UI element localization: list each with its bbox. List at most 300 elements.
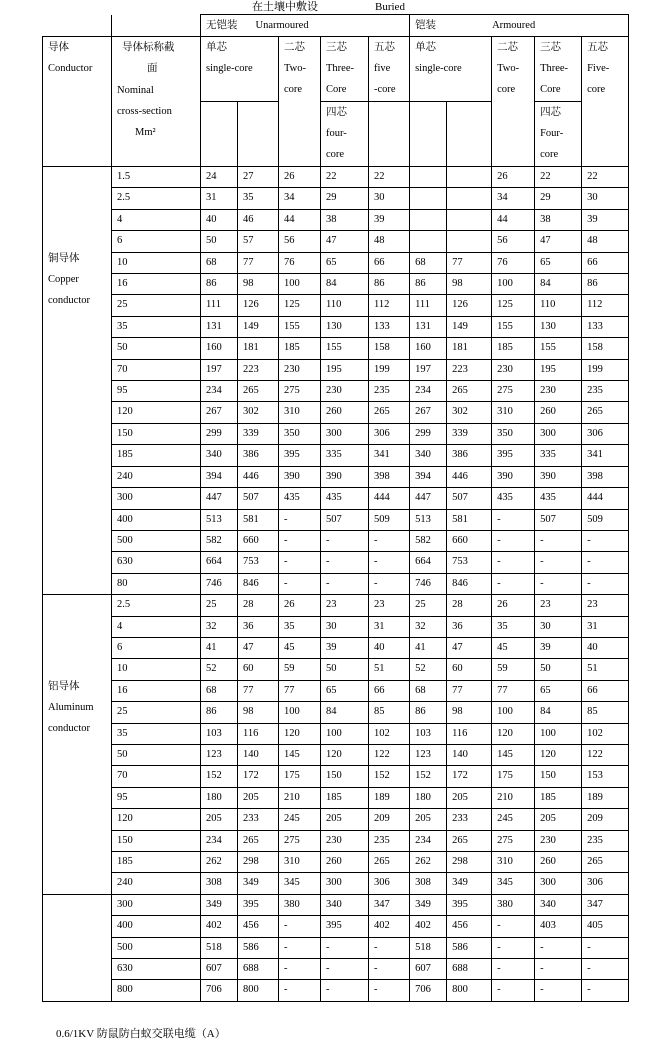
section-cell: 35	[112, 316, 201, 337]
value-cell: 230	[535, 381, 582, 402]
value-cell: 52	[410, 659, 447, 680]
ampacity-table	[42, 14, 629, 1002]
value-cell: 39	[369, 209, 410, 230]
value-cell: 350	[279, 423, 321, 444]
value-cell: 199	[369, 359, 410, 380]
value-cell: 444	[582, 488, 629, 509]
value-cell: 66	[582, 680, 629, 701]
section-header: 导体标称截 面 Nominal cross-section Mm²	[112, 37, 201, 167]
value-cell: 155	[279, 316, 321, 337]
value-cell	[410, 209, 447, 230]
table-row	[43, 530, 629, 551]
value-cell: 110	[321, 295, 369, 316]
value-cell: 275	[279, 381, 321, 402]
value-cell: 308	[201, 873, 238, 894]
value-cell: 68	[410, 252, 447, 273]
value-cell: 45	[279, 637, 321, 658]
value-cell: -	[535, 573, 582, 594]
value-cell: 746	[410, 573, 447, 594]
value-cell: 181	[238, 338, 279, 359]
value-cell: 28	[238, 595, 279, 616]
value-cell: 390	[321, 466, 369, 487]
value-cell: -	[279, 530, 321, 551]
value-cell: 86	[410, 702, 447, 723]
value-cell: 265	[369, 852, 410, 873]
value-cell: 31	[201, 188, 238, 209]
five-core-header: 五芯 five -core	[369, 37, 410, 102]
value-cell: 112	[369, 295, 410, 316]
value-cell: 581	[238, 509, 279, 530]
table-row	[43, 702, 629, 723]
table-row	[43, 188, 629, 209]
value-cell: 100	[279, 702, 321, 723]
value-cell: -	[321, 530, 369, 551]
value-cell: 398	[582, 466, 629, 487]
value-cell: 59	[492, 659, 535, 680]
value-cell: 145	[279, 744, 321, 765]
value-cell: 125	[492, 295, 535, 316]
header-row-2	[43, 37, 629, 102]
value-cell: 275	[279, 830, 321, 851]
value-cell: 24	[201, 167, 238, 188]
value-cell: 746	[201, 573, 238, 594]
table-row	[43, 959, 629, 980]
value-cell: 175	[492, 766, 535, 787]
value-cell: 386	[238, 445, 279, 466]
value-cell: 310	[279, 402, 321, 423]
armoured-four-core-header: 四芯 Four- core	[535, 102, 582, 167]
value-cell: 103	[201, 723, 238, 744]
value-cell: 57	[238, 231, 279, 252]
value-cell: 235	[582, 381, 629, 402]
value-cell: 306	[369, 873, 410, 894]
table-row	[43, 274, 629, 295]
value-cell: 607	[201, 959, 238, 980]
value-cell: 234	[201, 830, 238, 851]
section-cell: 500	[112, 937, 201, 958]
value-cell: 402	[369, 916, 410, 937]
value-cell: -	[582, 530, 629, 551]
value-cell: 32	[201, 616, 238, 637]
value-cell: 235	[369, 381, 410, 402]
value-cell: 435	[321, 488, 369, 509]
value-cell: 509	[582, 509, 629, 530]
value-cell: 30	[582, 188, 629, 209]
value-cell: 275	[492, 381, 535, 402]
value-cell	[410, 167, 447, 188]
value-cell: 339	[238, 423, 279, 444]
value-cell: 347	[582, 894, 629, 915]
value-cell: 152	[410, 766, 447, 787]
value-cell: 125	[279, 295, 321, 316]
table-row	[43, 809, 629, 830]
value-cell: 185	[535, 787, 582, 808]
value-cell: 39	[321, 637, 369, 658]
value-cell: 149	[238, 316, 279, 337]
section-cell: 10	[112, 659, 201, 680]
value-cell: 39	[535, 637, 582, 658]
page-title	[0, 0, 670, 14]
section-cell: 6	[112, 637, 201, 658]
value-cell: 180	[201, 787, 238, 808]
two-core-header: 二芯 Two- core	[279, 37, 321, 167]
value-cell: 265	[369, 402, 410, 423]
value-cell: 120	[321, 744, 369, 765]
section-cell: 50	[112, 338, 201, 359]
header-row-1	[43, 15, 629, 37]
value-cell: 152	[369, 766, 410, 787]
value-cell: 22	[582, 167, 629, 188]
value-cell: 41	[201, 637, 238, 658]
value-cell: 395	[238, 894, 279, 915]
value-cell: 158	[369, 338, 410, 359]
value-cell: -	[279, 959, 321, 980]
value-cell: 205	[238, 787, 279, 808]
table-row	[43, 445, 629, 466]
section-cell: 800	[112, 980, 201, 1001]
value-cell: 234	[201, 381, 238, 402]
value-cell: 123	[410, 744, 447, 765]
value-cell: -	[582, 959, 629, 980]
value-cell: 444	[369, 488, 410, 509]
value-cell: 51	[582, 659, 629, 680]
value-cell: 65	[321, 680, 369, 701]
value-cell: 38	[535, 209, 582, 230]
table-row	[43, 316, 629, 337]
value-cell: -	[492, 916, 535, 937]
value-cell: 29	[321, 188, 369, 209]
value-cell: 181	[447, 338, 492, 359]
value-cell: 394	[410, 466, 447, 487]
value-cell: 98	[447, 702, 492, 723]
value-cell: 265	[447, 381, 492, 402]
value-cell: 302	[238, 402, 279, 423]
value-cell: 403	[535, 916, 582, 937]
value-cell: 39	[582, 209, 629, 230]
table-row	[43, 744, 629, 765]
value-cell: 100	[279, 274, 321, 295]
value-cell: 189	[369, 787, 410, 808]
value-cell: 150	[321, 766, 369, 787]
value-cell: 230	[492, 359, 535, 380]
value-cell: 395	[279, 445, 321, 466]
value-cell: 28	[447, 595, 492, 616]
value-cell: 133	[582, 316, 629, 337]
value-cell: 230	[321, 830, 369, 851]
aluminum-conductor-continued	[43, 894, 112, 1001]
table-row	[43, 252, 629, 273]
value-cell: 103	[410, 723, 447, 744]
value-cell: 112	[582, 295, 629, 316]
value-cell: 86	[369, 274, 410, 295]
value-cell: -	[279, 916, 321, 937]
section-cell: 120	[112, 402, 201, 423]
value-cell: 340	[410, 445, 447, 466]
value-cell: 345	[492, 873, 535, 894]
value-cell: 394	[201, 466, 238, 487]
value-cell: 267	[201, 402, 238, 423]
value-cell: 507	[238, 488, 279, 509]
value-cell: -	[492, 573, 535, 594]
value-cell: 380	[492, 894, 535, 915]
value-cell: 155	[535, 338, 582, 359]
armoured-three-core-header: 三芯 Three- Core	[535, 37, 582, 102]
value-cell: 77	[492, 680, 535, 701]
value-cell: 340	[201, 445, 238, 466]
value-cell: 68	[201, 680, 238, 701]
value-cell: 86	[582, 274, 629, 295]
value-cell: 267	[410, 402, 447, 423]
value-cell: 335	[535, 445, 582, 466]
value-cell: 130	[535, 316, 582, 337]
value-cell: 340	[321, 894, 369, 915]
value-cell: -	[369, 552, 410, 573]
value-cell: 150	[535, 766, 582, 787]
value-cell: 349	[410, 894, 447, 915]
value-cell: 111	[201, 295, 238, 316]
value-cell: 197	[201, 359, 238, 380]
value-cell: 76	[492, 252, 535, 273]
value-cell: 66	[582, 252, 629, 273]
value-cell: 149	[447, 316, 492, 337]
value-cell: -	[492, 552, 535, 573]
section-cell: 50	[112, 744, 201, 765]
value-cell: -	[279, 509, 321, 530]
value-cell: 341	[582, 445, 629, 466]
value-cell: 205	[201, 809, 238, 830]
value-cell: 607	[410, 959, 447, 980]
value-cell: 38	[321, 209, 369, 230]
value-cell: 308	[410, 873, 447, 894]
value-cell: 846	[238, 573, 279, 594]
value-cell: 68	[410, 680, 447, 701]
value-cell: 341	[369, 445, 410, 466]
value-cell: 65	[535, 680, 582, 701]
value-cell: 664	[201, 552, 238, 573]
single-core-header: 单芯 single-core	[201, 37, 279, 102]
value-cell: 126	[238, 295, 279, 316]
three-core-header: 三芯 Three- Core	[321, 37, 369, 102]
value-cell: 706	[201, 980, 238, 1001]
section-cell: 1.5	[112, 167, 201, 188]
value-cell: 84	[321, 274, 369, 295]
value-cell: 390	[535, 466, 582, 487]
value-cell: 299	[410, 423, 447, 444]
value-cell: 586	[238, 937, 279, 958]
value-cell: 77	[238, 680, 279, 701]
section-cell: 6	[112, 231, 201, 252]
value-cell: 51	[369, 659, 410, 680]
value-cell: -	[369, 980, 410, 1001]
value-cell: 100	[492, 274, 535, 295]
value-cell: 447	[201, 488, 238, 509]
value-cell: 120	[279, 723, 321, 744]
value-cell: 395	[447, 894, 492, 915]
value-cell	[447, 231, 492, 252]
value-cell: 380	[279, 894, 321, 915]
value-cell: -	[492, 509, 535, 530]
value-cell: 60	[238, 659, 279, 680]
table-row	[43, 488, 629, 509]
value-cell: 195	[535, 359, 582, 380]
value-cell: 35	[279, 616, 321, 637]
value-cell: 110	[535, 295, 582, 316]
value-cell: 22	[321, 167, 369, 188]
section-cell: 35	[112, 723, 201, 744]
value-cell: 76	[279, 252, 321, 273]
value-cell: 446	[447, 466, 492, 487]
table-row	[43, 659, 629, 680]
value-cell: 85	[582, 702, 629, 723]
value-cell: 66	[369, 252, 410, 273]
value-cell: 65	[535, 252, 582, 273]
value-cell: 126	[447, 295, 492, 316]
section-cell: 185	[112, 852, 201, 873]
value-cell: 447	[410, 488, 447, 509]
value-cell: 688	[238, 959, 279, 980]
value-cell: 199	[582, 359, 629, 380]
value-cell: 40	[582, 637, 629, 658]
section-cell: 400	[112, 509, 201, 530]
value-cell: 84	[535, 274, 582, 295]
value-cell: 509	[369, 509, 410, 530]
value-cell: 260	[321, 852, 369, 873]
value-cell: 152	[201, 766, 238, 787]
value-cell	[447, 209, 492, 230]
value-cell: 50	[535, 659, 582, 680]
value-cell: 100	[321, 723, 369, 744]
value-cell: 180	[410, 787, 447, 808]
value-cell: -	[535, 937, 582, 958]
value-cell: 47	[447, 637, 492, 658]
value-cell: 98	[238, 274, 279, 295]
value-cell: 32	[410, 616, 447, 637]
value-cell: 300	[535, 423, 582, 444]
value-cell: 31	[582, 616, 629, 637]
value-cell: 299	[201, 423, 238, 444]
value-cell: 395	[321, 916, 369, 937]
table-row	[43, 894, 629, 915]
table-row	[43, 423, 629, 444]
value-cell: 660	[238, 530, 279, 551]
value-cell: 111	[410, 295, 447, 316]
section-cell: 240	[112, 873, 201, 894]
value-cell: -	[321, 573, 369, 594]
value-cell: 26	[492, 167, 535, 188]
section-cell: 120	[112, 809, 201, 830]
value-cell: 44	[279, 209, 321, 230]
value-cell: 185	[321, 787, 369, 808]
value-cell: 30	[321, 616, 369, 637]
value-cell: 22	[535, 167, 582, 188]
table-row	[43, 295, 629, 316]
value-cell: 172	[238, 766, 279, 787]
value-cell: 153	[582, 766, 629, 787]
table-row	[43, 852, 629, 873]
value-cell: 306	[369, 423, 410, 444]
section-cell: 185	[112, 445, 201, 466]
value-cell: 402	[201, 916, 238, 937]
value-cell: 223	[447, 359, 492, 380]
table-row	[43, 916, 629, 937]
value-cell: -	[582, 573, 629, 594]
value-cell: 398	[369, 466, 410, 487]
value-cell: 77	[279, 680, 321, 701]
value-cell: 386	[447, 445, 492, 466]
value-cell: 300	[321, 873, 369, 894]
value-cell: 59	[279, 659, 321, 680]
value-cell: 230	[279, 359, 321, 380]
value-cell: -	[321, 959, 369, 980]
section-cell: 95	[112, 381, 201, 402]
section-cell: 150	[112, 830, 201, 851]
value-cell: 753	[238, 552, 279, 573]
section-cell: 500	[112, 530, 201, 551]
value-cell: 298	[238, 852, 279, 873]
value-cell: 158	[582, 338, 629, 359]
table-row	[43, 381, 629, 402]
section-cell: 150	[112, 423, 201, 444]
value-cell: 197	[410, 359, 447, 380]
value-cell: 513	[201, 509, 238, 530]
value-cell: 86	[201, 702, 238, 723]
value-cell: -	[369, 573, 410, 594]
value-cell: 233	[238, 809, 279, 830]
value-cell: 205	[410, 809, 447, 830]
value-cell: 120	[492, 723, 535, 744]
value-cell: 664	[410, 552, 447, 573]
table-row	[43, 830, 629, 851]
value-cell: 513	[410, 509, 447, 530]
value-cell: 306	[582, 423, 629, 444]
value-cell: 435	[279, 488, 321, 509]
conductor-header: 导体 Conductor	[43, 37, 112, 167]
value-cell: 230	[535, 830, 582, 851]
table-row	[43, 637, 629, 658]
value-cell: 349	[201, 894, 238, 915]
value-cell: 233	[447, 809, 492, 830]
value-cell: 23	[535, 595, 582, 616]
value-cell: 390	[492, 466, 535, 487]
value-cell: 456	[447, 916, 492, 937]
section-cell: 630	[112, 959, 201, 980]
value-cell: 706	[410, 980, 447, 1001]
value-cell: 235	[582, 830, 629, 851]
value-cell: 116	[238, 723, 279, 744]
value-cell: 349	[238, 873, 279, 894]
value-cell	[410, 188, 447, 209]
value-cell: 205	[447, 787, 492, 808]
value-cell: 140	[238, 744, 279, 765]
section-cell: 2.5	[112, 188, 201, 209]
value-cell: 86	[201, 274, 238, 295]
section-cell: 25	[112, 702, 201, 723]
value-cell: 29	[535, 188, 582, 209]
value-cell: 300	[535, 873, 582, 894]
value-cell: 31	[369, 616, 410, 637]
value-cell: 175	[279, 766, 321, 787]
value-cell: 262	[201, 852, 238, 873]
value-cell: 586	[447, 937, 492, 958]
value-cell: 60	[447, 659, 492, 680]
value-cell: 65	[321, 252, 369, 273]
value-cell	[410, 231, 447, 252]
value-cell: 160	[410, 338, 447, 359]
value-cell: 275	[492, 830, 535, 851]
value-cell: 102	[369, 723, 410, 744]
value-cell: 209	[369, 809, 410, 830]
value-cell: 245	[492, 809, 535, 830]
